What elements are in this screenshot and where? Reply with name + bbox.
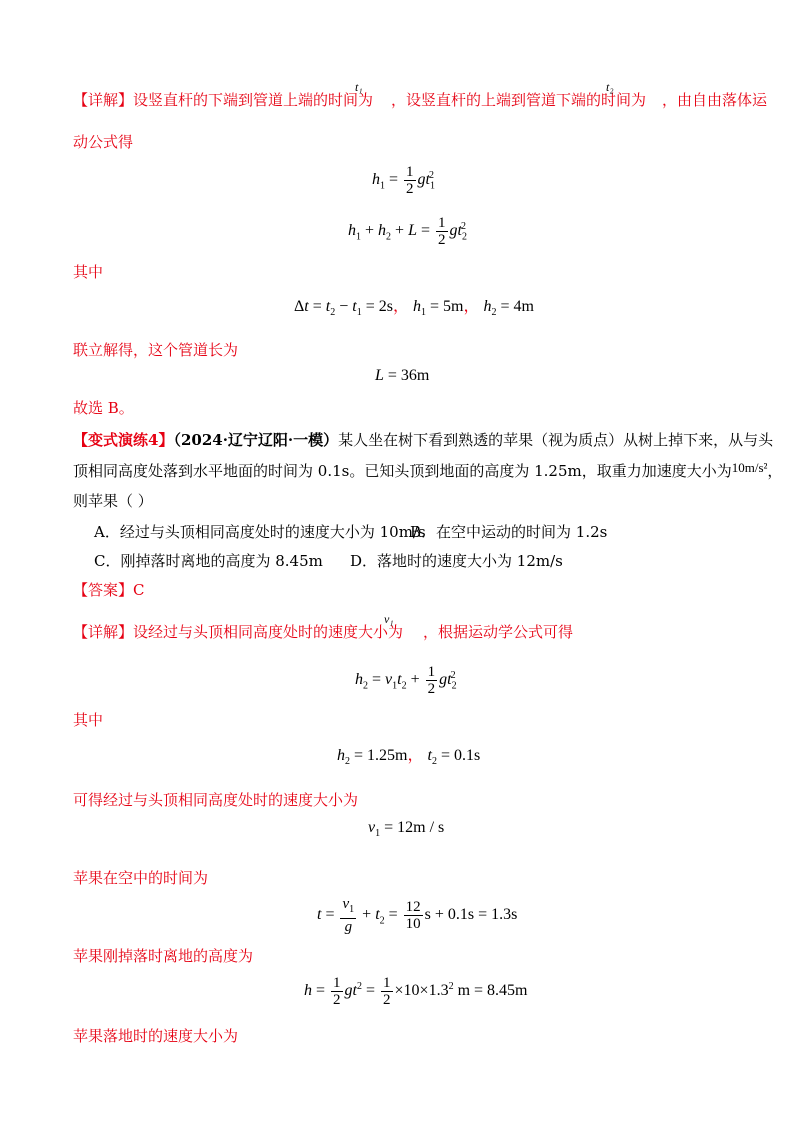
- detail-tag: 【详解】: [73, 91, 134, 109]
- equation-6: $h_2 = 1.25m$， $t_2 = 0.1s$: [337, 747, 481, 768]
- answer-tag: 【答案】: [73, 581, 134, 599]
- option-a: A．经过与头顶相同高度处时的速度大小为 10m/s: [94, 523, 426, 541]
- answer-value: C: [133, 581, 145, 599]
- lianli-text: 联立解得，这个管道长为: [73, 341, 239, 359]
- equation-3: $\Delta t = t_2 - t_1 = 2s$， $h_1 = 5m$， $h_2 = 4m$: [294, 298, 534, 319]
- equation-7: $v_1 = 12m / s$: [368, 819, 445, 840]
- detail-text: ，根据运动学公式可得: [423, 623, 574, 641]
- kongzhong-text: 苹果在空中的时间为: [73, 869, 209, 887]
- problem-text: ，: [767, 462, 783, 480]
- problem-text: 顶相同高度处落到水平地面的时间为 0.1s。已知头顶到地面的高度为 1.25m，取重力加速度大小为: [73, 462, 732, 480]
- luodi-text: 苹果落地时的速度大小为: [73, 1027, 239, 1045]
- detail-text: 设经过与头顶相同高度处时的速度大小为: [133, 623, 404, 641]
- guxuan-text: 故选 B。: [73, 399, 134, 417]
- detail-text: ，由自由落体运: [662, 91, 768, 109]
- problem-source: （2024·辽宁辽阳·一模）: [173, 431, 339, 449]
- problem-text: 某人坐在树下看到熟透的苹果（视为质点）从树上掉下来，从与头: [338, 431, 774, 449]
- var-v1: v₁: [384, 612, 394, 626]
- detail-paragraph-1-cont: 动公式得: [73, 133, 134, 151]
- var-t1: t₁: [355, 80, 363, 94]
- detail-tag: 【详解】: [73, 623, 134, 641]
- option-b: B．在空中运动的时间为 1.2s: [410, 523, 608, 541]
- equation-1: $h_1$ = $\frac{1}{2}$ $gt_1^2$: [372, 164, 435, 197]
- equation-9: h = $\frac{1}{2}$ $gt^2$ = $\frac{1}{2}$ $\times 10\times 1.3^2$ m = 8.45m: [304, 975, 528, 1008]
- g-value: 10m/s²: [731, 460, 768, 475]
- detail-text: 设竖直杆的下端到管道上端的时间为: [133, 91, 374, 109]
- detail-paragraph-1: [73, 90, 767, 110]
- problem-line-1: [73, 430, 773, 450]
- equation-2: $h_1 + h_2 + L$ = $\frac{1}{2}$ $gt_2^2$: [348, 215, 467, 248]
- var-t2: t₂: [606, 80, 614, 94]
- kede-text: 可得经过与头顶相同高度处时的速度大小为: [73, 791, 359, 809]
- gangdiao-text: 苹果刚掉落时离地的高度为: [73, 947, 254, 965]
- equation-4: L = 36m: [375, 367, 430, 384]
- problem-title: 【变式演练4】: [73, 431, 174, 449]
- qizhong-2: 其中: [73, 711, 104, 729]
- equation-8: t = $\frac{v_1}{g}$ + $t_2$ = $\frac{12}{10}$ s + 0.1s = 1.3s: [317, 896, 518, 935]
- qizhong-1: 其中: [73, 263, 104, 281]
- problem-line-3: 则苹果（ ）: [73, 492, 153, 510]
- option-c: C．刚掉落时离地的高度为 8.45m: [94, 552, 323, 570]
- detail-text: ，设竖直杆的上端到管道下端的时间为: [391, 91, 647, 109]
- answer-line: [73, 580, 145, 600]
- problem-line-2: [73, 461, 782, 482]
- detail-paragraph-2: [73, 622, 573, 642]
- equation-5: $h_2 = v_1t_2$ + $\frac{1}{2}$ $gt_2^2$: [355, 664, 457, 697]
- option-d: D．落地时的速度大小为 12m/s: [350, 552, 563, 570]
